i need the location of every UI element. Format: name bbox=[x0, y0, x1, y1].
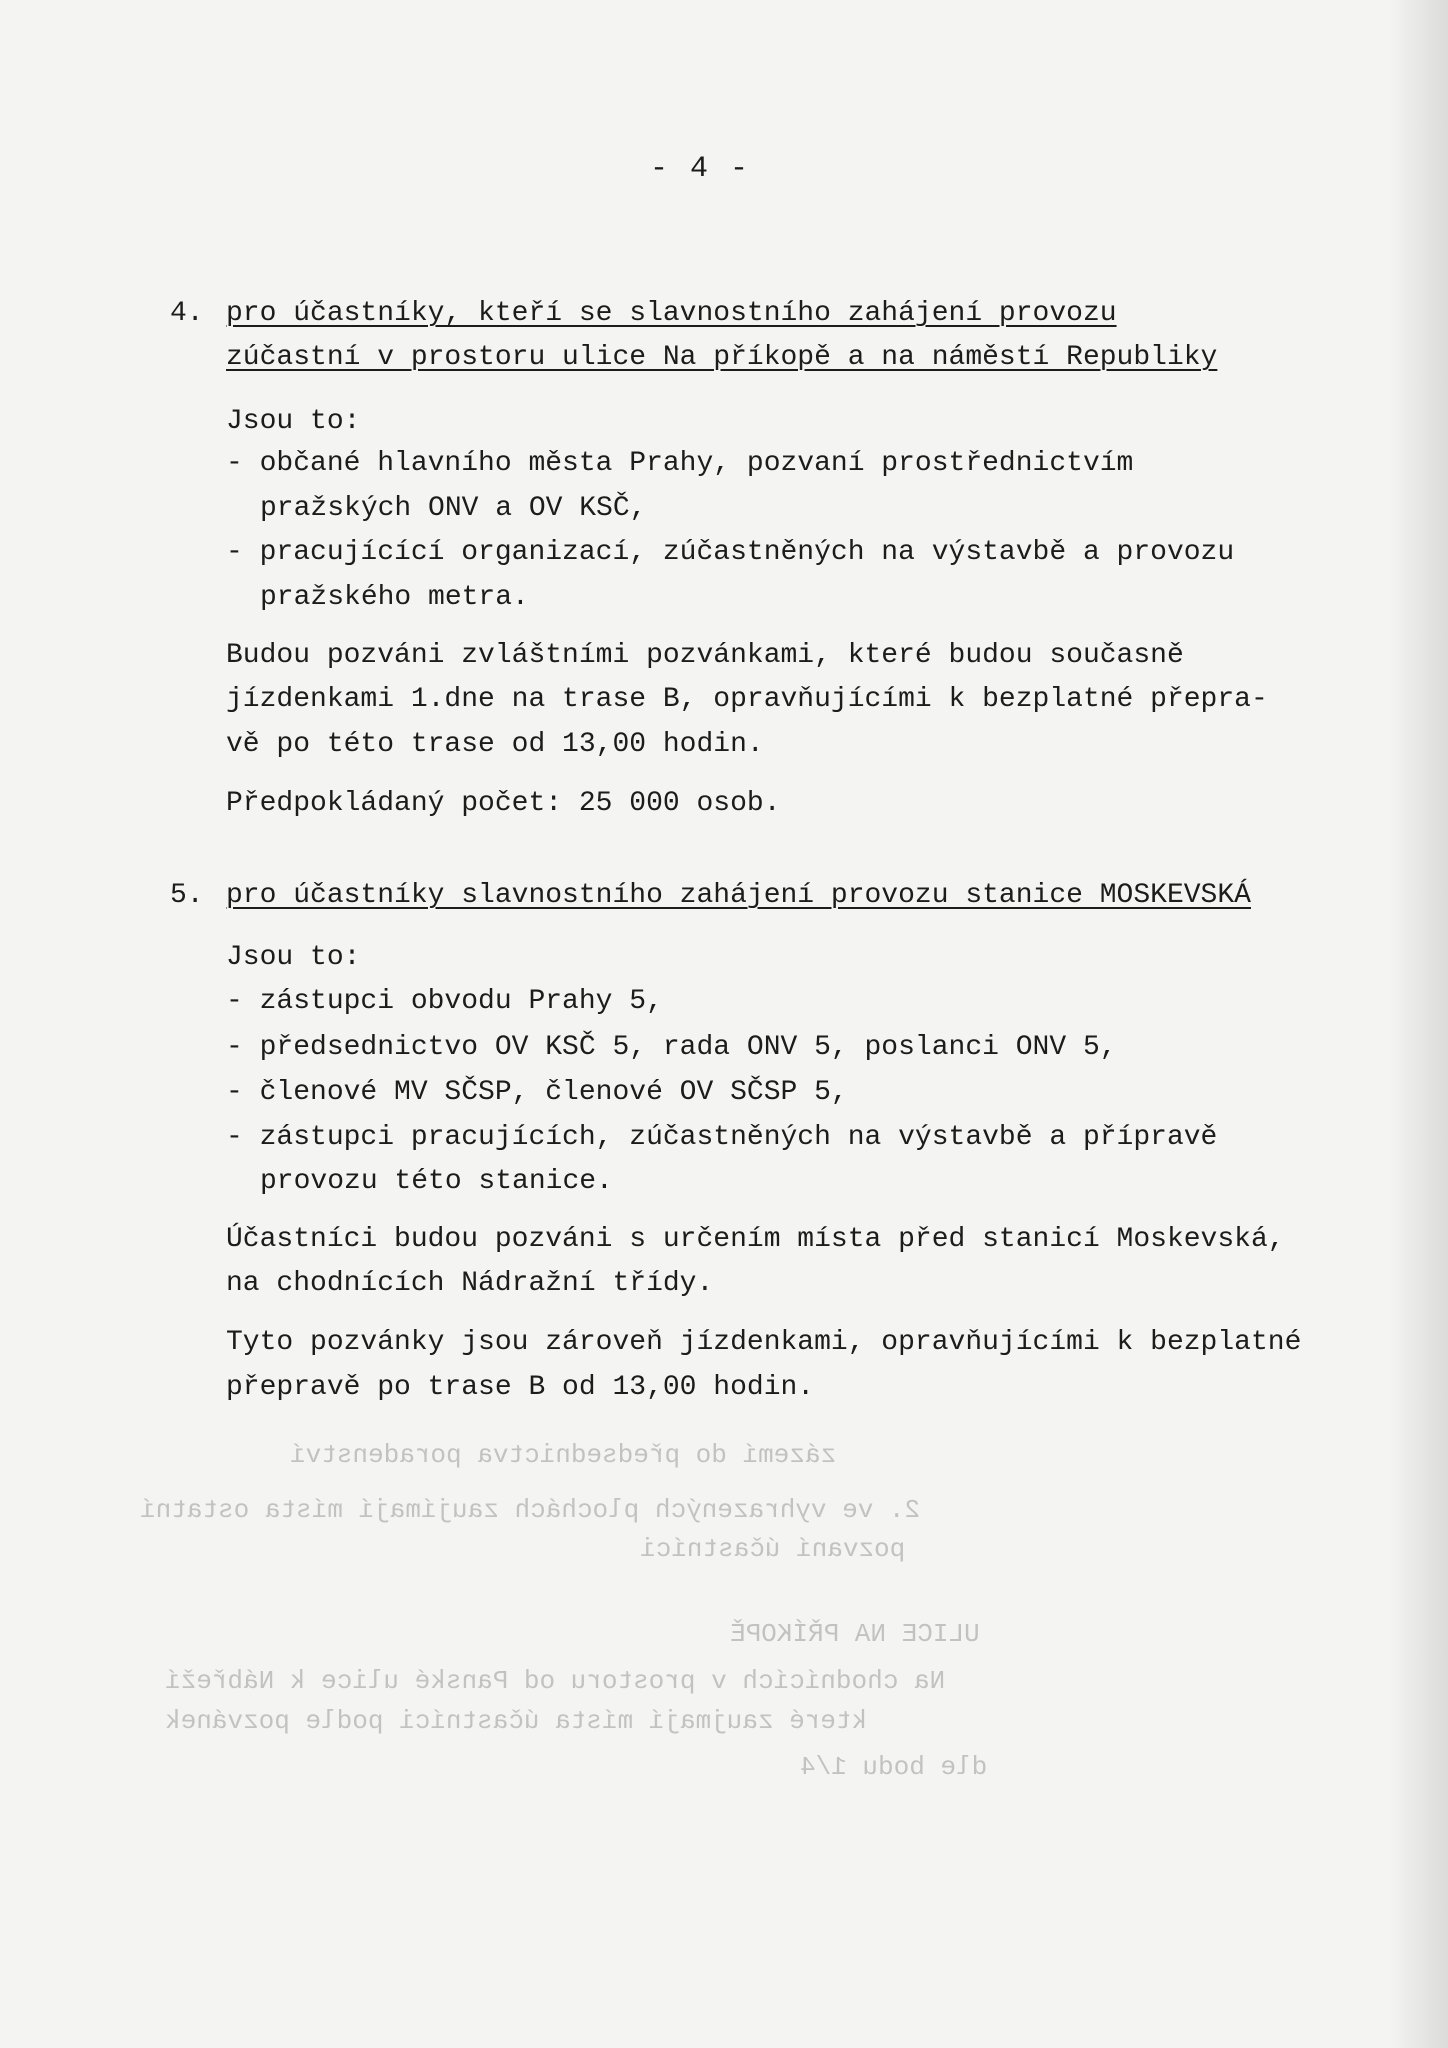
show-through-line: Na chodnících v prostoru od Panské ulice k Nábřeží bbox=[165, 1666, 946, 1696]
section4-item1-line2: pražských ONV a OV KSČ, bbox=[260, 493, 647, 524]
section5-paragraph1-line2: na chodnících Nádražní třídy. bbox=[226, 1268, 714, 1299]
section4-intro: Jsou to: bbox=[226, 406, 361, 437]
section4-number: 4. bbox=[170, 298, 204, 329]
show-through-line: které zaujmají místa účastníci podle pozvánek bbox=[165, 1706, 868, 1736]
section4-paragraph-line3: vě po této trase od 13,00 hodin. bbox=[226, 729, 764, 760]
section5-item4-line1: - zástupci pracujících, zúčastněných na výstavbě a přípravě bbox=[226, 1122, 1218, 1153]
section5-heading: pro účastníky slavnostního zahájení provozu stanice MOSKEVSKÁ bbox=[226, 880, 1251, 911]
section5-paragraph2-line1: Tyto pozvánky jsou zároveň jízdenkami, opravňujícími k bezplatné bbox=[226, 1327, 1302, 1358]
section4-count: Předpokládaný počet: 25 000 osob. bbox=[226, 788, 781, 819]
section4-paragraph-line1: Budou pozváni zvláštními pozvánkami, které budou současně bbox=[226, 640, 1184, 671]
page-number: - 4 - bbox=[650, 152, 751, 186]
show-through-line: zázemí do předsednictva poradenství bbox=[290, 1440, 837, 1470]
section5-item1: - zástupci obvodu Prahy 5, bbox=[226, 986, 663, 1017]
section4-paragraph-line2: jízdenkami 1.dne na trase B, opravňujícími k bezplatné přepra- bbox=[226, 684, 1268, 715]
section4-item2-line1: - pracujícící organizací, zúčastněných na výstavbě a provozu bbox=[226, 537, 1235, 568]
section4-item2-line2: pražského metra. bbox=[260, 582, 529, 613]
section5-item2: - předsednictvo OV KSČ 5, rada ONV 5, poslanci ONV 5, bbox=[226, 1032, 1117, 1063]
section4-heading-line1: pro účastníky, kteří se slavnostního zahájení provozu bbox=[226, 298, 1117, 329]
section4-item1-line1: - občané hlavního města Prahy, pozvaní prostřednictvím bbox=[226, 448, 1134, 479]
show-through-line: pozvaní účastníci bbox=[640, 1534, 906, 1564]
show-through-line: dle bodu 1/4 bbox=[800, 1752, 988, 1782]
section5-number: 5. bbox=[170, 880, 204, 911]
show-through-line: ULICE NA PŘÍKOPĚ bbox=[730, 1619, 980, 1649]
page-edge-shadow bbox=[1388, 0, 1448, 2048]
section5-paragraph2-line2: přepravě po trase B od 13,00 hodin. bbox=[226, 1372, 815, 1403]
section5-item3: - členové MV SČSP, členové OV SČSP 5, bbox=[226, 1077, 848, 1108]
section5-paragraph1-line1: Účastníci budou pozváni s určením místa před stanicí Moskevská, bbox=[226, 1224, 1285, 1255]
show-through-line: 2. ve vyhrazených plochách zaujímají místa ostatní bbox=[140, 1495, 921, 1525]
section4-heading-line2: zúčastní v prostoru ulice Na příkopě a na náměstí Republiky bbox=[226, 342, 1218, 373]
section5-intro: Jsou to: bbox=[226, 942, 361, 973]
section5-item4-line2: provozu této stanice. bbox=[260, 1166, 613, 1197]
